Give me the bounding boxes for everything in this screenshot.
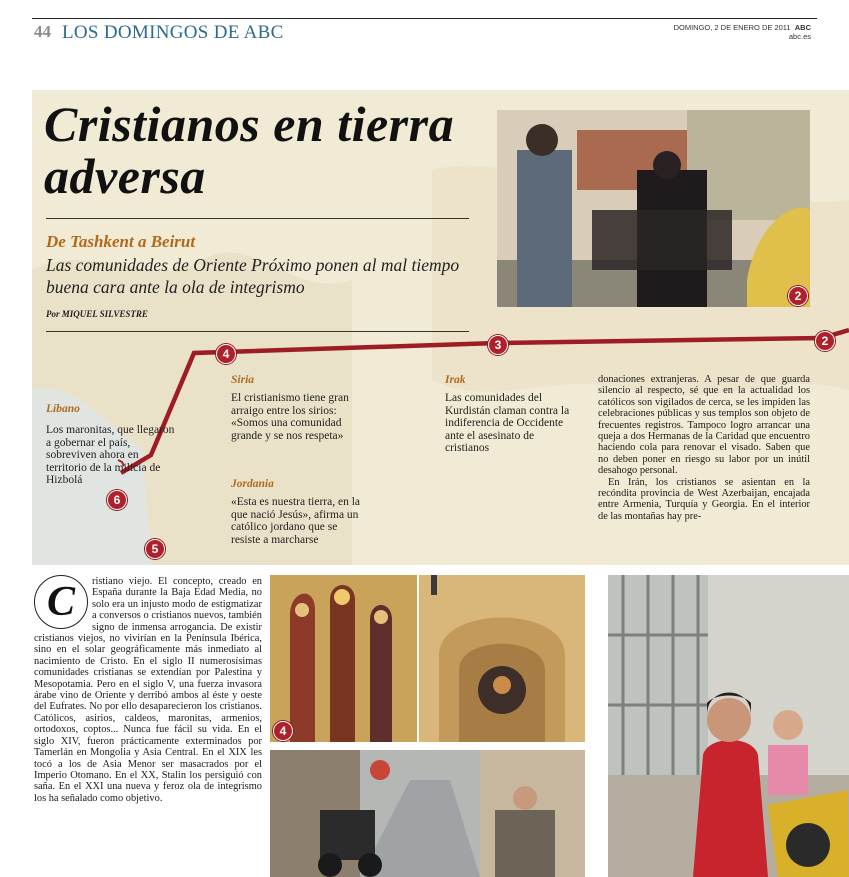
body-column-1 [34,576,262,877]
family-photo [608,575,849,877]
dropcap-spacer [34,576,92,622]
mosaic-photo-image [270,575,417,742]
article-byline: Por MIQUEL SILVESTRE [46,309,148,319]
article-subtitle: Las comunidades de Oriente Próximo ponen al mal tiempo buena cara ante la ola de integrismo [46,255,460,297]
route-marker-2: 2 [815,331,835,351]
issue-date: DOMINGO, 2 DE ENERO DE 2011 [673,23,791,32]
region-text: Las comunidades del Kurdistán claman contra la indiferencia de Occidente ante el asesinato de cristianos [445,392,570,454]
route-marker-4: 4 [273,721,293,741]
body-paragraph: En Irán, los cristianos se asientan en la recóndita provincia de West Azerbaijan, encajada entre Armenia, Turquía y Georgia. En el interior de las montañas hay pre- [598,476,810,522]
church-photo [419,575,585,742]
iran-photo [497,110,810,307]
region-name: Siria [231,374,255,386]
region-text: El cristianismo tiene gran arraigo entre los sirios: «Somos una comunidad grande y se nos respeta» [231,392,349,442]
page-number: 44 [34,22,51,41]
region-name: Irak [445,374,466,386]
region-name: Líbano [46,403,80,415]
site-url: abc.es [788,32,811,41]
header-rule [32,18,817,19]
church-photo-image [419,575,585,742]
dateline [674,23,811,41]
article-title: Cristianos en tierra adversa [44,96,455,204]
region-libano [46,403,176,487]
mosaic-photo [270,575,417,742]
region-jordania [231,478,361,546]
region-text: Los maronitas, que llegaron a gobernar el país, sobreviven ahora en territorio de la milicia de Hizbolá [46,424,175,486]
section-title: LOS DOMINGOS DE ABC [62,22,284,43]
brand-name: ABC [794,23,811,32]
route-marker-5: 5 [145,539,165,559]
route-marker-2: 2 [788,286,808,306]
body-column-3 [598,374,810,522]
title-rule [46,218,469,219]
byline-rule [46,331,469,332]
region-name: Jordania [231,478,274,490]
region-siria [231,374,356,442]
article-kicker: De Tashkent a Beirut [46,232,196,251]
iran-photo-image [497,110,810,307]
street-photo [270,750,585,877]
street-photo-image [270,750,585,877]
region-irak [445,374,570,455]
dropcap: C [34,575,88,629]
region-text: «Esta es nuestra tierra, en la que nació Jesús», afirma un católico jordano que se resiste a marcharse [231,496,360,546]
family-photo-image [608,575,849,877]
route-marker-6: 6 [107,490,127,510]
body-paragraph: donaciones extranjeras. A pesar de que guarda silencio al respecto, sé que en la actualidad los católicos son vigilados de cerca, se les impiden las celebraciones públicas y sus templos son objeto de frecuentes registros. Tampoco logro arrancar una queja a dos Hermanas de la Caridad que encuentro haciendo cola para renovar el visado. Saben que no deben poner en riesgo su labor por un inútil desahogo personal. [598,374,810,477]
body-paragraph: ristiano viejo. El concepto, creado en España durante la Baja Edad Media, no solo era un injusto modo de estigmatizar a conversos o cristianos nuevos, también signo de inmensa arrogancia. De existir cristianos viejos, no vivirían en la Península Ibérica, sino en el solar geográficamente más inmediato al nacimiento de Cristo. En el siglo II numerosísimas comunidades cristianas se extendían por Palestina y Mesopotamia. Pero en el siglo V, una fuerza invasora árabe vino de Oriente y derribó ambos al éste y oeste del Eufrates. No por ello desaparecieron los cristianos. Católicos, asirios, caldeos, maronitas, armenios, ortodoxos, coptos... Nunca fue fácil su vida. En el siglo XIV, fueron prácticamente exterminados por Tamerlán en Mongolia y Asia Central. En el XIX les tocó a los de Asia Menor ser masacrados por el Imperio Otomano. En el XX, Stalin los persiguió con saña. En el XXI una nueva y feroz ola de integrismo los ha señalado como objetivo. [34,576,262,804]
route-marker-3: 3 [488,335,508,355]
route-marker-4: 4 [216,344,236,364]
